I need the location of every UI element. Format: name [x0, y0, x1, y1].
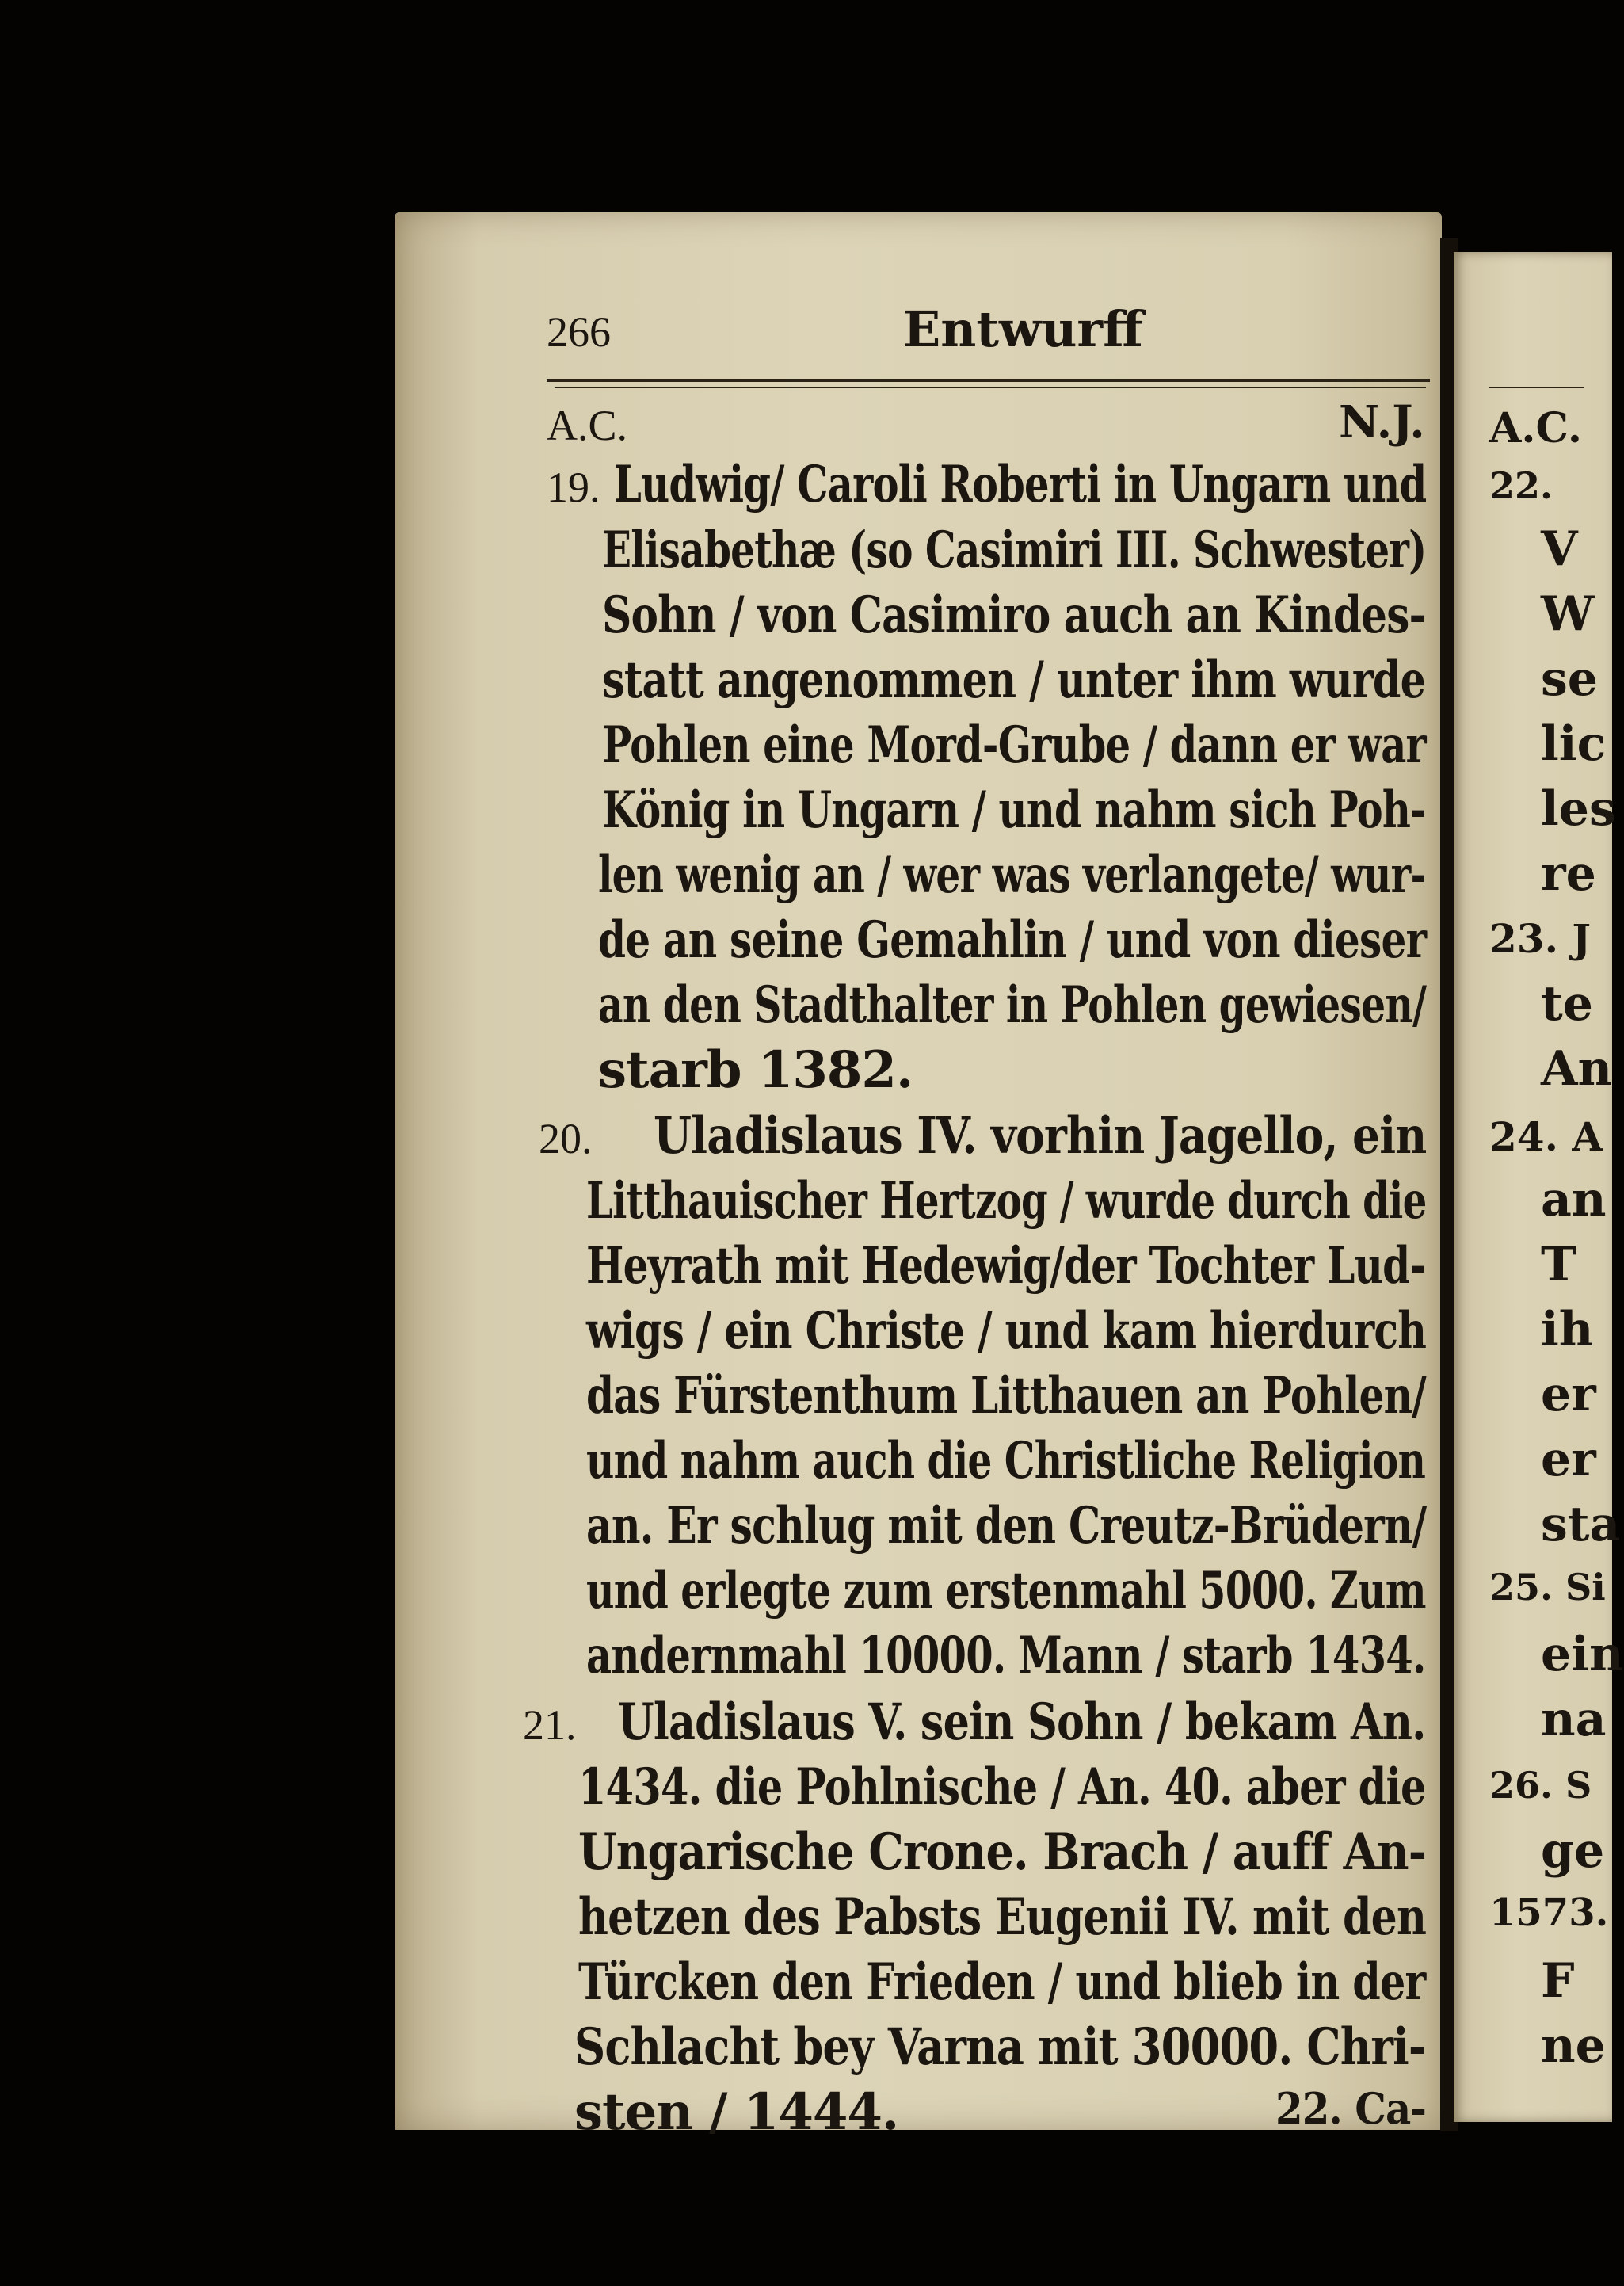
right-fragment: sta	[1541, 1497, 1621, 1552]
entry-number-21: 21.	[523, 1701, 577, 1749]
entry-20-line: das Fürstenthum Litthauen an Pohlen/	[586, 1366, 1426, 1425]
entry-19-line: Sohn / von Casimiro auch an Kindes-	[602, 586, 1426, 645]
entry-20-line: andernmahl 10000. Mann / starb 1434.	[586, 1626, 1426, 1685]
entry-number-20: 20.	[539, 1115, 593, 1162]
entry-21-line: hetzen des Pabsts Eugenii IV. mit den	[578, 1887, 1427, 1947]
right-fragment: les	[1541, 781, 1616, 837]
right-fragment: ge	[1541, 1823, 1605, 1879]
right-column-label: A.C.	[1489, 404, 1583, 452]
entry-20-line: und nahm auch die Christliche Religion	[586, 1431, 1426, 1490]
right-fragment: an	[1541, 1172, 1607, 1227]
right-fragment: ein	[1541, 1627, 1624, 1682]
entry-19-line: an den Stadthalter in Pohlen gewiesen/	[598, 975, 1427, 1035]
right-fragment: An	[1541, 1041, 1613, 1097]
right-fragment: 23. J	[1489, 915, 1592, 962]
entry-20-line: wigs / ein Christe / und kam hierdurch	[586, 1301, 1427, 1361]
entry-21-line: Schlacht bey Varna mit 30000. Chri-	[574, 2017, 1426, 2077]
entry-19-line: Elisabethæ (so Casimiri III. Schwester)	[602, 521, 1427, 580]
right-fragment: V	[1541, 521, 1578, 577]
right-fragment: F	[1541, 1953, 1575, 2009]
entry-20-line: und erlegte zum erstenmahl 5000. Zum	[586, 1561, 1426, 1620]
entry-21-line: sten / 1444.	[574, 2082, 899, 2142]
header-rule	[547, 379, 1430, 382]
column-label-ac: A.C.	[547, 402, 628, 449]
entry-21-line: Ungarische Crone. Brach / auff An-	[578, 1822, 1427, 1882]
right-fragment: na	[1541, 1692, 1607, 1747]
entry-19-line: statt angenommen / unter ihm wurde	[602, 651, 1426, 710]
entry-number-19: 19.	[547, 464, 600, 511]
right-fragment: 24. A	[1489, 1113, 1603, 1160]
entry-21-line: 1434. die Pohlnische / An. 40. aber die	[578, 1757, 1426, 1817]
right-fragment: ih	[1541, 1302, 1594, 1357]
right-fragment: 1573.	[1489, 1891, 1609, 1935]
right-fragment: te	[1541, 976, 1593, 1032]
right-fragment: er	[1541, 1432, 1596, 1487]
right-fragment: 26. S	[1489, 1764, 1592, 1807]
entry-20-line: Heyrath mit Hedewig/der Tochter Lud-	[586, 1236, 1426, 1296]
right-fragment: re	[1541, 846, 1596, 902]
page-number: 266	[547, 308, 611, 356]
right-fragment: ne	[1541, 2018, 1606, 2074]
right-fragment: lic	[1541, 716, 1607, 772]
entry-21-line: Türcken den Frieden / und blieb in der	[578, 1952, 1426, 2012]
right-fragment: se	[1541, 651, 1598, 707]
right-fragment: 25. Si	[1489, 1566, 1606, 1609]
entry-19-line: de an seine Gemahlin / und von dieser	[598, 910, 1427, 970]
right-fragment: W	[1541, 586, 1595, 642]
entry-20-line: Litthauischer Hertzog / wurde durch die	[586, 1171, 1427, 1231]
right-fragment: er	[1541, 1367, 1596, 1422]
entry-19-line: König in Ungarn / und nahm sich Poh-	[602, 780, 1426, 840]
catchword: 22. Ca-	[1275, 2083, 1427, 2134]
entry-19-line: Ludwig/ Caroli Roberti in Ungarn und	[614, 455, 1427, 514]
header-rule-lower	[555, 387, 1426, 388]
entry-20-line: an. Er schlug mit den Creutz-Brüdern/	[586, 1496, 1427, 1555]
entry-21-line: Uladislaus V. sein Sohn / bekam An.	[618, 1693, 1426, 1752]
entry-20-line: Uladislaus IV. vorhin Jagello, ein	[654, 1106, 1427, 1166]
entry-19-line: starb 1382.	[598, 1040, 913, 1100]
entry-19-line: len wenig an / wer was verlangete/ wur-	[598, 845, 1426, 905]
right-fragment: 22.	[1489, 464, 1553, 507]
right-fragment: T	[1541, 1237, 1576, 1292]
running-title: Entwurff	[903, 300, 1143, 358]
entry-19-line: Pohlen eine Mord-Grube / dann er war	[602, 716, 1426, 775]
right-header-rule	[1489, 387, 1584, 388]
column-label-nj: N.J.	[1339, 396, 1425, 448]
